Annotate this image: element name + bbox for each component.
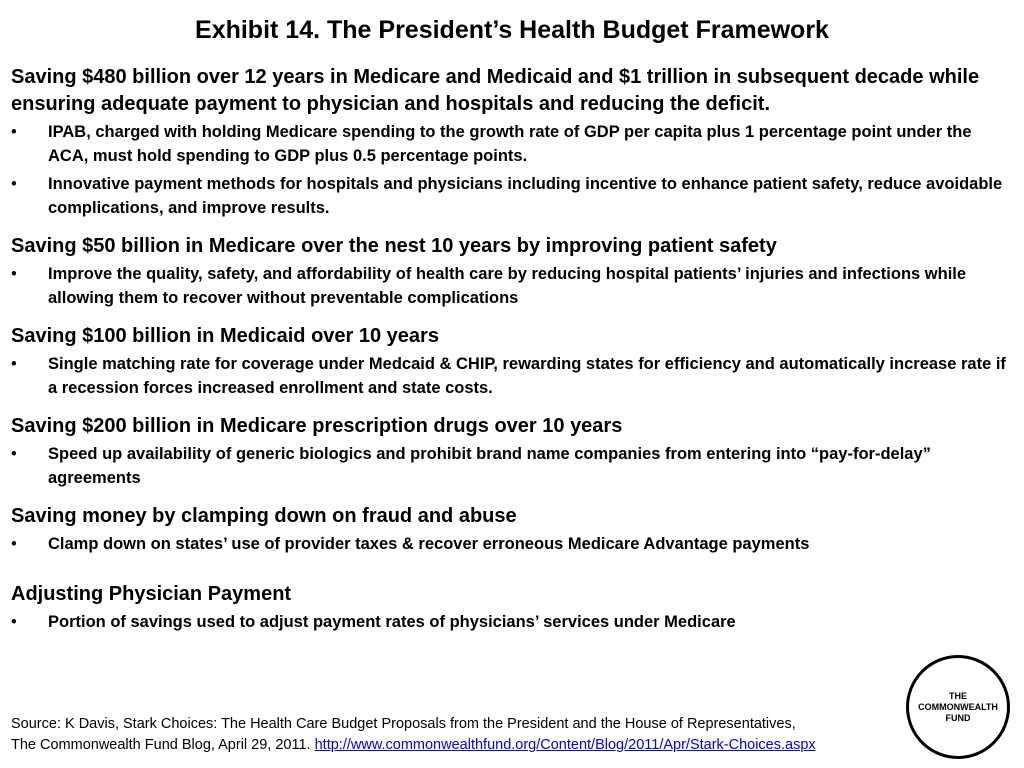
bullet-text: IPAB, charged with holding Medicare spending to the growth rate of GDP per capita plus 1 percentage point under the ACA, must hold spending to GDP plus 0.5 percentage points. [48,123,972,165]
page-title: Exhibit 14. The President’s Health Budget Framework [195,16,829,44]
bullet-text: Clamp down on states’ use of provider taxes & recover erroneous Medicare Advantage payments [48,535,810,553]
bullet-list [11,262,1011,310]
bullet-icon: • [11,445,17,463]
section-2 [11,233,1011,310]
section-heading: Saving $50 billion in Medicare over the nest 10 years by improving patient safety [11,235,777,257]
bullet-list [11,532,1011,556]
bullet-item [11,532,1011,556]
section-4 [11,413,1011,490]
bullet-item [11,442,1011,490]
section-3 [11,323,1011,400]
bullet-list [11,610,1011,634]
bullet-icon: • [11,175,17,193]
slide-content [11,64,1011,638]
bullet-icon: • [11,123,17,141]
section-heading: Saving money by clamping down on fraud and abuse [11,505,517,527]
bullet-icon: • [11,535,17,553]
bullet-text: Innovative payment methods for hospitals and physicians including incentive to enhance patient safety, reduce avoidable complications, and improve results. [48,175,1003,217]
bullet-item [11,262,1011,310]
bullet-icon: • [11,355,17,373]
commonwealth-fund-logo [906,655,1010,759]
source-note [11,714,1001,756]
source-line-2: The Commonwealth Fund Blog, April 29, 2011. [11,737,311,753]
bullet-text: Portion of savings used to adjust payment rates of physicians’ services under Medicare [48,613,736,631]
bullet-list [11,120,1011,220]
lead-heading: Saving $480 billion over 12 years in Medicare and Medicaid and $1 trillion in subsequent decade while ensuring adequate payment to physician and hospitals and reducing the deficit. [11,66,980,115]
bullet-text: Single matching rate for coverage under Medcaid & CHIP, rewarding states for efficiency and automatically increase rate if a recession forces increased enrollment and state costs. [48,355,1006,397]
source-line-1: Source: K Davis, Stark Choices: The Health Care Budget Proposals from the President and the House of Representatives, [11,716,796,732]
bullet-list [11,442,1011,490]
section-heading: Saving $100 billion in Medicaid over 10 years [11,325,439,347]
section-5 [11,503,1011,556]
logo-text: THE COMMONWEALTH FUND [918,690,998,723]
section-heading: Adjusting Physician Payment [11,583,292,605]
bullet-item [11,172,1011,220]
bullet-icon: • [11,613,17,631]
bullet-icon: • [11,265,17,283]
bullet-text: Speed up availability of generic biologics and prohibit brand name companies from entering into “pay-for-delay” agreements [48,445,931,487]
bullet-item [11,610,1011,634]
bullet-item [11,352,1011,400]
source-link[interactable]: http://www.commonwealthfund.org/Content/Blog/2011/Apr/Stark-Choices.aspx [314,737,816,753]
bullet-list [11,352,1011,400]
bullet-item [11,120,1011,168]
section-1 [11,120,1011,220]
section-6 [11,581,1011,634]
bullet-text: Improve the quality, safety, and affordability of health care by reducing hospital patients’ injuries and infections while allowing them to recover without preventable complications [48,265,967,307]
section-heading: Saving $200 billion in Medicare prescription drugs over 10 years [11,415,623,437]
